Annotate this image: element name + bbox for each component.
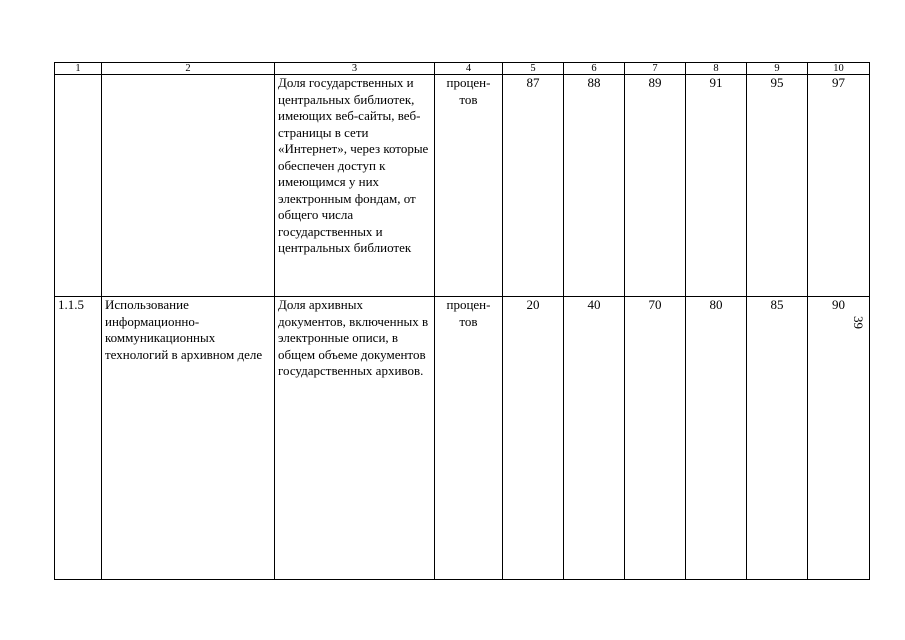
column-number: 7 <box>625 63 686 75</box>
table-row <box>55 297 870 580</box>
page-number: 39 <box>851 316 866 329</box>
indicators-table <box>54 62 870 580</box>
row-value: 87 <box>503 75 564 297</box>
row-value: 89 <box>625 75 686 297</box>
row-value: 80 <box>686 297 747 580</box>
row-value: 20 <box>503 297 564 580</box>
row-value: 85 <box>747 297 808 580</box>
row-code: 1.1.5 <box>55 297 102 580</box>
column-number: 4 <box>435 63 503 75</box>
row-unit: процен-тов <box>435 75 503 297</box>
row-unit: процен-тов <box>435 297 503 580</box>
row-value: 97 <box>808 75 870 297</box>
row-indicator: Доля архивных документов, включенных в электронные описи, в общем объеме документов государственных архивов. <box>275 297 435 580</box>
row-value: 95 <box>747 75 808 297</box>
column-number: 8 <box>686 63 747 75</box>
column-number: 1 <box>55 63 102 75</box>
column-number: 3 <box>275 63 435 75</box>
row-code <box>55 75 102 297</box>
column-number: 2 <box>102 63 275 75</box>
row-name <box>102 75 275 297</box>
column-number: 10 <box>808 63 870 75</box>
row-value: 70 <box>625 297 686 580</box>
row-name: Использование информационно-коммуникационных технологий в архивном деле <box>102 297 275 580</box>
column-number: 5 <box>503 63 564 75</box>
column-number-row <box>55 63 870 75</box>
row-value: 90 <box>808 297 870 580</box>
column-number: 6 <box>564 63 625 75</box>
row-indicator: Доля государственных и центральных библиотек, имеющих веб-сайты, веб-страницы в сети «Интернет», через которые обеспечен доступ к имеющимся у них электронным фондам, от общего числа государственных и центральных библиотек <box>275 75 435 297</box>
table-row <box>55 75 870 297</box>
column-number: 9 <box>747 63 808 75</box>
row-value: 88 <box>564 75 625 297</box>
row-value: 40 <box>564 297 625 580</box>
row-value: 91 <box>686 75 747 297</box>
